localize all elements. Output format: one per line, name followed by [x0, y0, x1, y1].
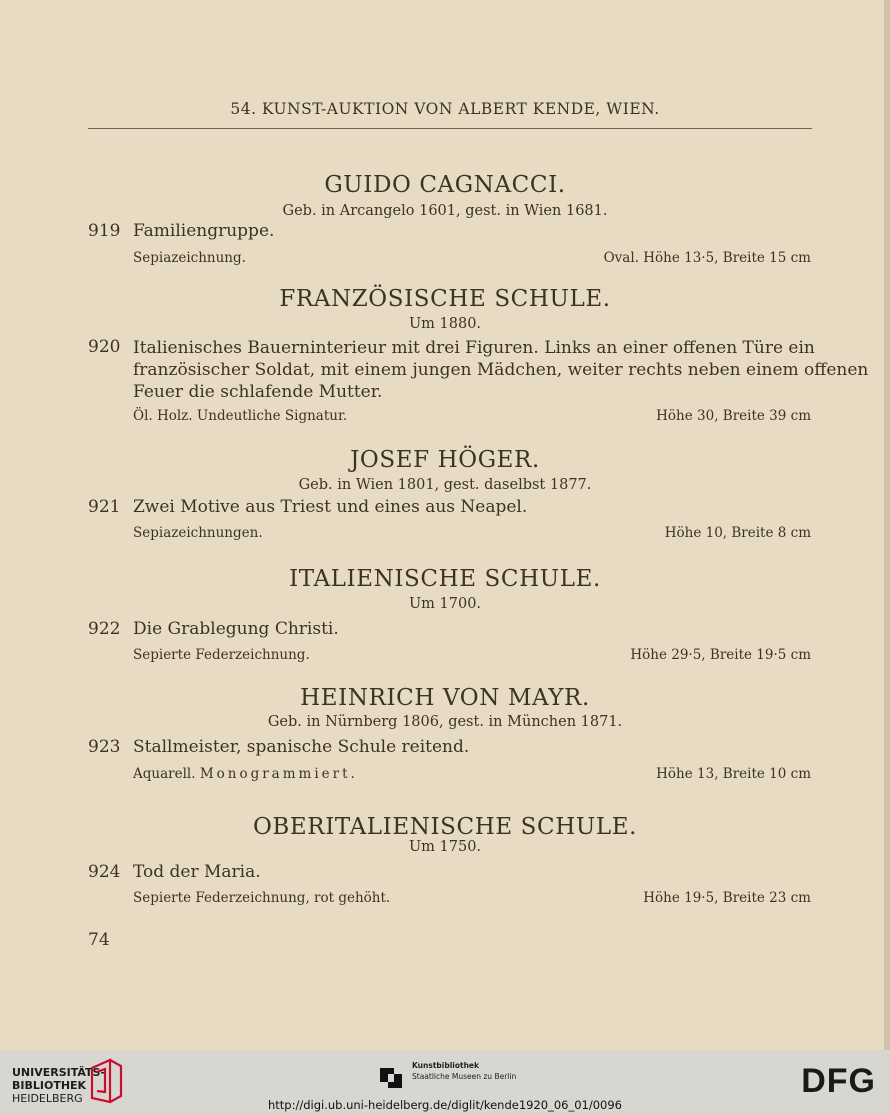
lot-technique — [133, 766, 358, 782]
lot-technique: Öl. Holz. Undeutliche Signatur. — [133, 408, 348, 424]
lot-technique: Sepiazeichnungen. — [133, 525, 263, 541]
lot-technique: Sepiazeichnung. — [133, 250, 246, 266]
ub-line: HEIDELBERG — [12, 1092, 83, 1105]
kunstbibliothek-logo-icon — [380, 1064, 404, 1088]
lot-description-line: Italienisches Bauerninterieur mit drei Figuren. Links an einer offenen Türe ein — [133, 338, 815, 358]
lot-dimensions: Höhe 13, Breite 10 cm — [656, 766, 811, 782]
lot-number: 921 — [88, 497, 121, 517]
ub-line: UNIVERSITÄTS- — [12, 1066, 106, 1079]
artist-dates: Um 1700. — [408, 596, 482, 612]
lot-number: 923 — [88, 737, 121, 757]
artist-heading: GUIDO CAGNACCI. — [324, 172, 566, 198]
kunstbibliothek-wordmark[interactable] — [412, 1060, 516, 1082]
dfg-logo[interactable]: DFG — [801, 1062, 876, 1100]
kb-line: Staatliche Museen zu Berlin — [412, 1072, 517, 1081]
artist-heading: FRANZÖSISCHE SCHULE. — [279, 286, 611, 312]
artist-dates: Um 1880. — [408, 316, 482, 332]
page-edge — [884, 0, 890, 1050]
permalink-url[interactable]: http://digi.ub.uni-heidelberg.de/diglit/kende1920_06_01/0096 — [267, 1098, 622, 1112]
artist-heading: HEINRICH VON MAYR. — [300, 685, 590, 711]
viewer-footer — [0, 1050, 890, 1114]
technique-medium: Aquarell. — [133, 766, 196, 782]
artist-heading: ITALIENISCHE SCHULE. — [289, 566, 601, 592]
lot-number: 920 — [88, 337, 121, 357]
lot-title: Die Grablegung Christi. — [133, 619, 339, 639]
lot-title: Stallmeister, spanische Schule reitend. — [133, 737, 470, 757]
lot-dimensions: Höhe 30, Breite 39 cm — [656, 408, 811, 424]
lot-description — [133, 337, 869, 403]
lot-dimensions: Oval. Höhe 13·5, Breite 15 cm — [603, 250, 811, 266]
page-number: 74 — [88, 930, 110, 950]
technique-monogram: Monogrammiert. — [199, 766, 358, 782]
lot-dimensions: Höhe 19·5, Breite 23 cm — [643, 890, 811, 906]
lot-title: Zwei Motive aus Triest und eines aus Neapel. — [133, 497, 528, 517]
lot-dimensions: Höhe 29·5, Breite 19·5 cm — [630, 647, 811, 663]
lot-title: Familiengruppe. — [133, 221, 275, 241]
lot-technique: Sepierte Federzeichnung, rot gehöht. — [133, 890, 391, 906]
kb-line: Kunstbibliothek — [412, 1061, 480, 1070]
artist-heading: OBERITALIENISCHE SCHULE. — [252, 814, 638, 840]
lot-title: Tod der Maria. — [133, 862, 261, 882]
lot-description-line: Feuer die schlafende Mutter. — [133, 382, 383, 402]
artist-dates: Geb. in Wien 1801, gest. daselbst 1877. — [298, 477, 592, 493]
lot-technique: Sepierte Federzeichnung. — [133, 647, 310, 663]
lot-dimensions: Höhe 10, Breite 8 cm — [664, 525, 811, 541]
lot-number: 922 — [88, 619, 121, 639]
artist-dates: Geb. in Nürnberg 1806, gest. in München 1871. — [267, 714, 623, 730]
running-head: 54. KUNST-AUKTION VON ALBERT KENDE, WIEN. — [230, 100, 660, 118]
header-rule — [88, 128, 812, 129]
lot-number: 919 — [88, 221, 121, 241]
artist-dates: Um 1750. — [408, 839, 482, 855]
lot-number: 924 — [88, 862, 121, 882]
lot-description-line: französischer Soldat, mit einem jungen Mädchen, weiter rechts neben einem offenen — [133, 360, 869, 380]
artist-heading: JOSEF HÖGER. — [350, 447, 540, 473]
ub-line: BIBLIOTHEK — [12, 1079, 87, 1092]
artist-dates: Geb. in Arcangelo 1601, gest. in Wien 1681. — [282, 203, 608, 219]
